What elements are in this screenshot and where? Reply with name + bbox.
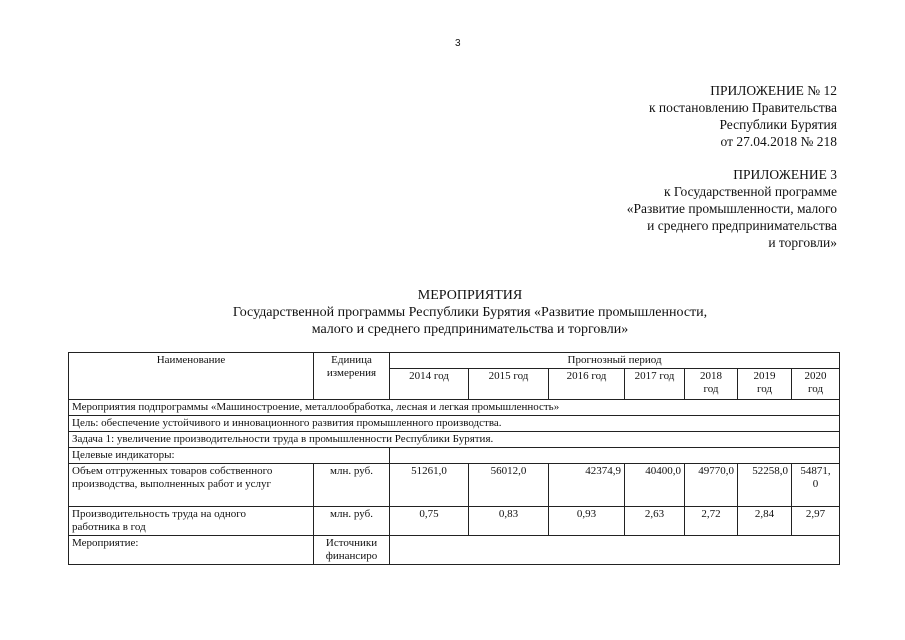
sources-empty-cell [390,536,840,565]
row-value: 52258,0 [738,464,792,507]
subprogram-text: Мероприятия подпрограммы «Машиностроение, металлообработка, лесная и легкая промышленность» [72,401,560,413]
appendix-3-line-3: и среднего предпринимательства [647,218,837,233]
year-label: 2020 [804,370,827,382]
appendix-3-line-4: и торговли» [768,235,837,250]
row-value: 2,84 [738,507,792,536]
row-name-line-1: Объем отгруженных товаров собственного [72,465,273,477]
sources-line-1: Источники [325,537,378,549]
header-name: Наименование [156,354,226,366]
row-value: 51261,0 [390,464,469,507]
page-number: 3 [455,38,461,49]
goal-text: Цель: обеспечение устойчивого и инновационного развития промышленного производства. [72,417,502,429]
header-unit-cell [314,353,390,400]
header-year-2020 [792,369,840,400]
task-text: Задача 1: увеличение производительности труда в промышленности Республики Бурятия. [72,433,494,445]
row-value-wrapped-cell [792,464,840,507]
year-label: 2017 год [634,370,675,382]
appendix-12-block [649,82,837,150]
event-label-cell [69,536,314,565]
header-year-2018 [685,369,738,400]
row-value: 54871, [800,465,831,477]
year-label: 2016 год [566,370,607,382]
table-row [69,464,840,507]
appendix-12-line-2: Республики Бурятия [719,117,837,132]
heading-line-1: Государственной программы Республики Бурятия «Развитие промышленности, [232,305,708,320]
header-year-2017 [625,369,685,400]
year-label: 2015 год [488,370,529,382]
row-value: 2,72 [685,507,738,536]
row-name-cell [69,464,314,507]
row-value-continued: 0 [812,478,819,490]
document-heading [0,287,905,338]
row-value: 0,83 [469,507,549,536]
appendix-3-line-1: к Государственной программе [663,184,837,199]
row-name-line-1: Производительность труда на одного [72,508,247,520]
goal-row [69,416,840,432]
header-unit-line-1: Единица [331,354,372,366]
header-period-cell [390,353,840,369]
header-period: Прогнозный период [567,354,662,366]
appendix-3-block [627,166,837,251]
header-year-2014 [390,369,469,400]
header-year-2019 [738,369,792,400]
header-name-cell [69,353,314,400]
heading-line-2: малого и среднего предпринимательства и торговли» [311,322,629,337]
event-label: Мероприятие: [72,537,139,549]
appendix-3-title: ПРИЛОЖЕНИЕ 3 [733,167,837,182]
heading-title: МЕРОПРИЯТИЯ [417,288,523,303]
row-value: 2,63 [625,507,685,536]
table-row [69,507,840,536]
row-value: 0,75 [390,507,469,536]
row-value: 40400,0 [625,464,685,507]
sources-line-2: финансиро [325,550,378,562]
indicators-label: Целевые индикаторы: [72,449,175,461]
appendix-12-line-3: от 27.04.2018 № 218 [720,134,837,149]
header-unit-line-2: измерения [326,367,377,379]
row-name-cell [69,507,314,536]
year-label-2: год [703,383,719,395]
year-label: 2018 [700,370,722,382]
indicators-empty-cell [390,448,840,464]
row-name-line-2: производства, выполненных работ и услуг [72,478,272,490]
row-name-line-2: работника в год [72,521,146,533]
row-unit: млн. руб. [314,507,390,536]
subprogram-row [69,400,840,416]
appendix-12-line-1: к постановлению Правительства [648,100,837,115]
row-value: 0,93 [549,507,625,536]
header-year-2015 [469,369,549,400]
sources-cell [314,536,390,565]
task-row [69,432,840,448]
indicators-label-cell [69,448,390,464]
row-value: 56012,0 [469,464,549,507]
row-value: 42374,9 [549,464,625,507]
year-label-2: год [808,383,824,395]
row-unit: млн. руб. [314,464,390,507]
events-table [68,352,840,565]
appendix-12-title: ПРИЛОЖЕНИЕ № 12 [710,83,837,98]
header-year-2016 [549,369,625,400]
year-label-2: год [756,383,773,395]
year-label: 2019 [753,370,776,382]
row-value: 2,97 [792,507,840,536]
row-value: 49770,0 [685,464,738,507]
appendix-3-line-2: «Развитие промышленности, малого [626,201,837,216]
year-label: 2014 год [409,370,449,382]
